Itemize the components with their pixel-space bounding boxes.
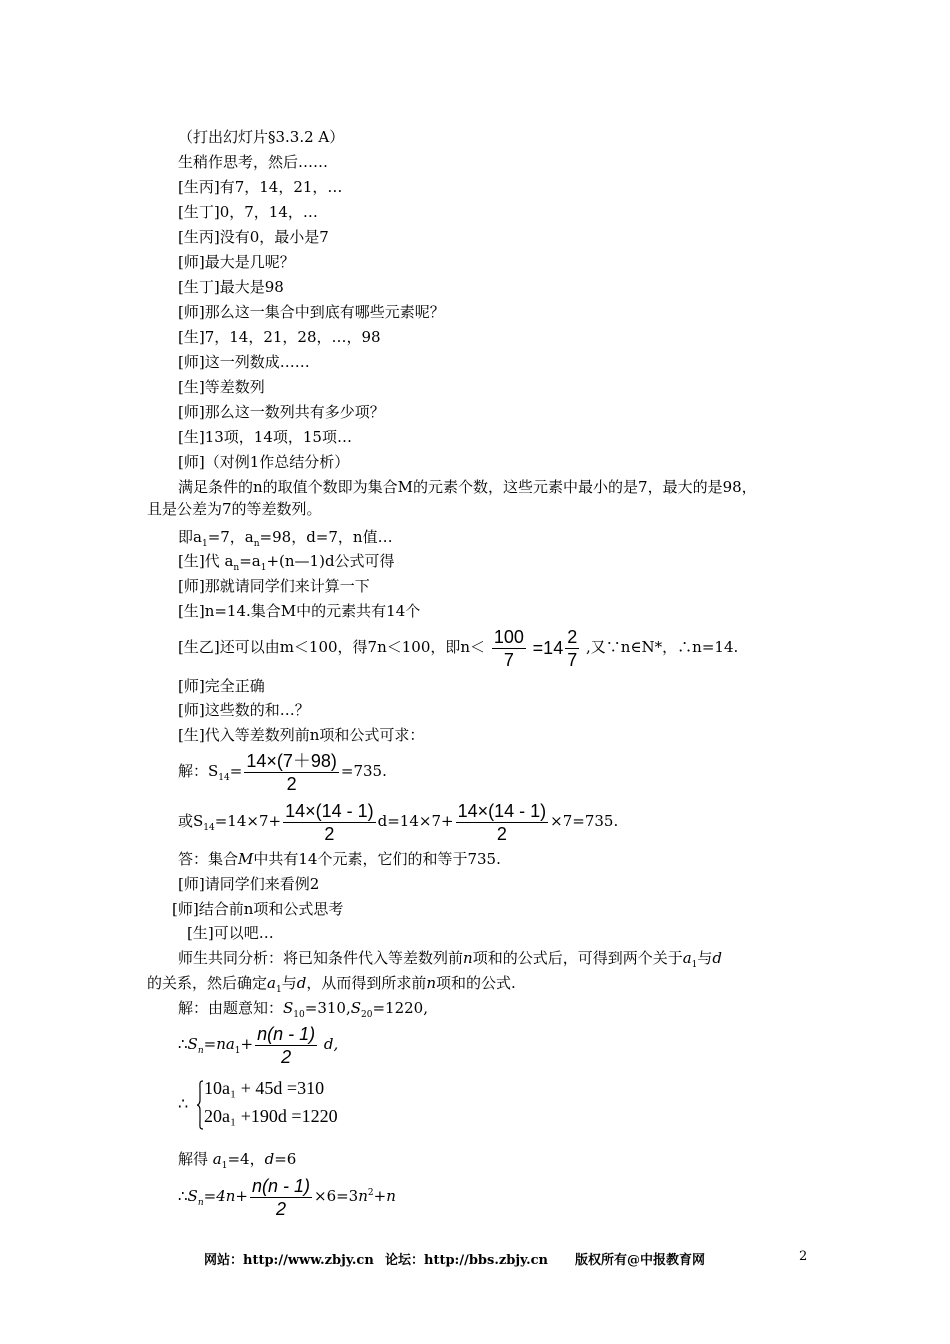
text-line: [师]这一列数成…… <box>178 353 310 371</box>
result-line: 解得 $a_1=4$，d=6 <box>178 1150 297 1171</box>
analysis-line: 的关系，然后确定$a_1$与d，从而得到所求前n项和的公式. <box>147 974 516 995</box>
text-line: [师]那么这一集合中到底有哪些元素呢？ <box>178 303 445 321</box>
text-line: [师]那么这一数列共有多少项？ <box>178 403 385 421</box>
text-line: [生丙]没有0，最小是7 <box>178 228 329 246</box>
text-line: [生]可以吧… <box>187 924 274 942</box>
text-line: [师]最大是几呢？ <box>178 253 295 271</box>
paragraph-line: 满足条件的n的取值个数即为集合M的元素个数，这些元素中最小的是7，最大的是98， <box>178 478 757 496</box>
alt-solution-line: [生乙]还可以由m＜100，得7n＜100，即n＜ $\frac{100}{7}$ =14 $\frac{2}{7}$ ,又∵n∈N*，∴n=14. <box>178 626 739 670</box>
text-line: [生丙]有7，14，21，… <box>178 178 343 196</box>
paragraph-line: 且是公差为7的等差数列。 <box>147 500 322 518</box>
fraction: $\frac{100}{7}$ <box>493 626 524 670</box>
text-line: [生]n=14.集合M中的元素共有14个 <box>178 602 421 620</box>
text-line: [生]13项，14项，15项… <box>178 428 352 446</box>
text-line: [师]完全正确 <box>178 677 265 695</box>
given-line: 解：由题意知：$S_{10}=310,S_{20}=1220$, <box>178 999 428 1020</box>
text-line: [师]那就请同学们来计算一下 <box>178 577 370 595</box>
fraction: $\frac{14\times(14 - 1)}{2}$ <box>457 800 547 844</box>
fraction: $\frac{2}{7}$ <box>567 626 578 670</box>
text-line: [师]请同学们来看例2 <box>178 875 320 893</box>
text-line: [生丁]0，7，14，… <box>178 203 318 221</box>
known-values-line: 即$a_1=7$，$a_n=98$，d=7，n值… <box>178 528 393 549</box>
formula-line: [生]代 $a_n=a_1+(n—1)d$公式可得 <box>178 552 395 573</box>
equation: 20a₁ +190d =1220 <box>204 1106 338 1126</box>
text-line: （打出幻灯片§3.3.2 A） <box>178 128 345 146</box>
text-line: [师]（对例1作总结分析） <box>178 453 350 471</box>
text-line: [师]结合前n项和公式思考 <box>172 900 344 918</box>
text-line: [生丁]最大是98 <box>178 278 284 296</box>
fraction: $\frac{n(n - 1)}{2}$ <box>251 1175 310 1219</box>
final-formula-line: $\therefore S_n=4n+$ $\frac{n(n - 1)}{2}$ $\times 6=3n^2+n$ <box>178 1175 396 1219</box>
solution-line: 解：$S_{14}=$ $\frac{14\times(7+98)}{2}$ =735. <box>178 750 387 794</box>
footer-site-link[interactable]: 网站：http://www.zbjy.cn <box>204 1253 374 1268</box>
fraction: $\frac{14\times(7+98)}{2}$ <box>246 750 337 794</box>
footer-copyright: 版权所有@中报教育网 <box>575 1253 706 1268</box>
sum-formula-line: $\therefore S_n=na_1+$ $\frac{n(n - 1)}{2}$ d, <box>178 1023 339 1067</box>
text-line: [生]等差数列 <box>178 378 265 396</box>
page-number: 2 <box>799 1249 808 1264</box>
footer-forum-link[interactable]: 论坛：http://bbs.zbjy.cn <box>385 1253 549 1268</box>
text-line: [师]这些数的和…？ <box>178 701 310 719</box>
fraction: $\frac{14\times(14 - 1)}{2}$ <box>285 800 374 844</box>
alternative-line: 或$S_{14}=14\times 7+$ $\frac{14\times(14 - 1)}{2}$ d=14×7+ $\frac{14\times(14 - 1)}{2}$ ×7=735. <box>178 800 619 844</box>
text-line: [生]代入等差数列前n项和公式可求： <box>178 726 425 744</box>
fraction: $\frac{n(n - 1)}{2}$ <box>257 1023 316 1067</box>
answer-line: 答：集合M中共有14个元素，它们的和等于735. <box>178 850 501 868</box>
analysis-line: 师生共同分析：将已知条件代入等差数列前n项和的公式后，可得到两个关于$a_1$与d <box>178 949 723 970</box>
left-brace-icon <box>196 1080 204 1130</box>
text-line: 生稍作思考，然后…… <box>178 153 329 171</box>
text-line: [生]7，14，21，28，…，98 <box>178 328 381 346</box>
equation: 10a₁ + 45d =310 <box>204 1078 325 1098</box>
